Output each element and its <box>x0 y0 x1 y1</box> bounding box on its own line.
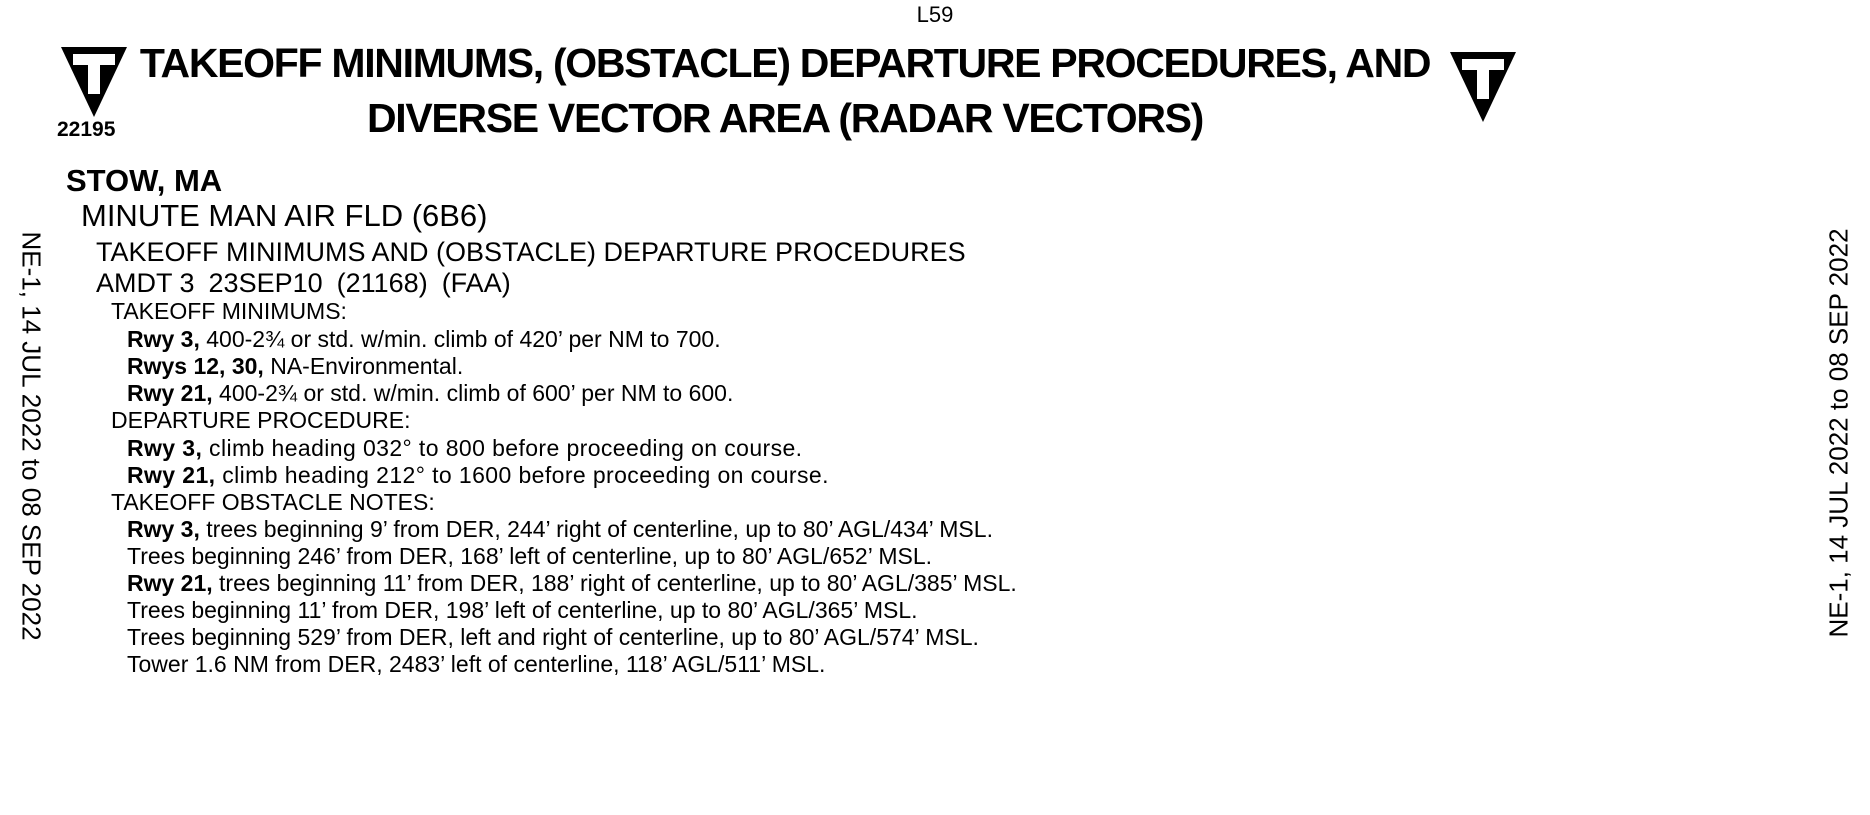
obstacle-note-entry <box>127 543 932 570</box>
takeoff-minimums-heading: TAKEOFF MINIMUMS: <box>111 298 347 324</box>
entry-text: NA-Environmental. <box>263 353 464 379</box>
amendment-source: (FAA) <box>441 268 511 298</box>
runway-label: Rwy 3, <box>127 326 200 352</box>
takeoff-minimums-triangle-icon <box>1448 50 1518 124</box>
runway-label: Rwy 3, <box>127 516 200 542</box>
amendment-date: 23SEP10 <box>208 268 323 298</box>
airport-name: MINUTE MAN AIR FLD (6B6) <box>81 198 488 233</box>
entry-text: Trees beginning 529’ from DER, left and right of centerline, up to 80’ AGL/574’ MSL. <box>127 624 979 650</box>
page-number: L59 <box>916 2 954 27</box>
runway-label: Rwy 21, <box>127 380 213 406</box>
runway-label: Rwy 21, <box>127 570 213 596</box>
entry-text: climb heading 032° to 800 before proceeding on course. <box>202 435 803 461</box>
obstacle-note-entry <box>127 651 825 678</box>
departure-procedure-entry <box>127 462 829 489</box>
page-title-line-1: TAKEOFF MINIMUMS, (OBSTACLE) DEPARTURE PROCEDURES, AND <box>139 40 1431 86</box>
amendment-number: AMDT 3 <box>96 268 195 298</box>
effective-date-left: NE-1, 14 JUL 2022 to 08 SEP 2022 <box>16 231 47 641</box>
obstacle-notes-heading: TAKEOFF OBSTACLE NOTES: <box>111 489 435 515</box>
amendment-code: (21168) <box>336 268 428 298</box>
amendment-line <box>96 268 525 299</box>
obstacle-note-entry <box>127 597 918 624</box>
runway-label: Rwy 3, <box>127 435 203 461</box>
takeoff-minimums-triangle-icon <box>59 45 129 119</box>
takeoff-minimum-entry <box>127 380 733 407</box>
obstacle-note-entry <box>127 516 993 543</box>
entry-text: trees beginning 9’ from DER, 244’ right of centerline, up to 80’ AGL/434’ MSL. <box>199 516 993 542</box>
departure-procedure-heading: DEPARTURE PROCEDURE: <box>111 407 411 433</box>
runway-label: Rwy 21, <box>127 462 216 488</box>
entry-text: trees beginning 11’ from DER, 188’ right of centerline, up to 80’ AGL/385’ MSL. <box>212 570 1017 596</box>
entry-text: climb heading 212° to 1600 before proceeding on course. <box>215 462 829 488</box>
runway-label: Rwys 12, 30, <box>127 353 264 379</box>
entry-text: Tower 1.6 NM from DER, 2483’ left of centerline, 118’ AGL/511’ MSL. <box>127 651 826 677</box>
takeoff-minimum-entry <box>127 326 721 353</box>
page-title-line-2: DIVERSE VECTOR AREA (RADAR VECTORS) <box>366 95 1204 141</box>
entry-text: 400-2¾ or std. w/min. climb of 600’ per NM to 600. <box>212 380 734 406</box>
city-heading: STOW, MA <box>66 163 223 198</box>
procedure-title: TAKEOFF MINIMUMS AND (OBSTACLE) DEPARTURE PROCEDURES <box>96 237 966 267</box>
entry-text: 400-2¾ or std. w/min. climb of 420’ per NM to 700. <box>199 326 721 352</box>
effective-date-right: NE-1, 14 JUL 2022 to 08 SEP 2022 <box>1823 228 1854 638</box>
obstacle-note-entry <box>127 624 979 651</box>
takeoff-minimum-entry <box>127 353 463 380</box>
entry-text: Trees beginning 11’ from DER, 198’ left of centerline, up to 80’ AGL/365’ MSL. <box>127 597 918 623</box>
obstacle-note-entry <box>127 570 1017 597</box>
chart-code: 22195 <box>57 118 116 141</box>
departure-procedure-entry <box>127 435 802 462</box>
entry-text: Trees beginning 246’ from DER, 168’ left of centerline, up to 80’ AGL/652’ MSL. <box>127 543 933 569</box>
